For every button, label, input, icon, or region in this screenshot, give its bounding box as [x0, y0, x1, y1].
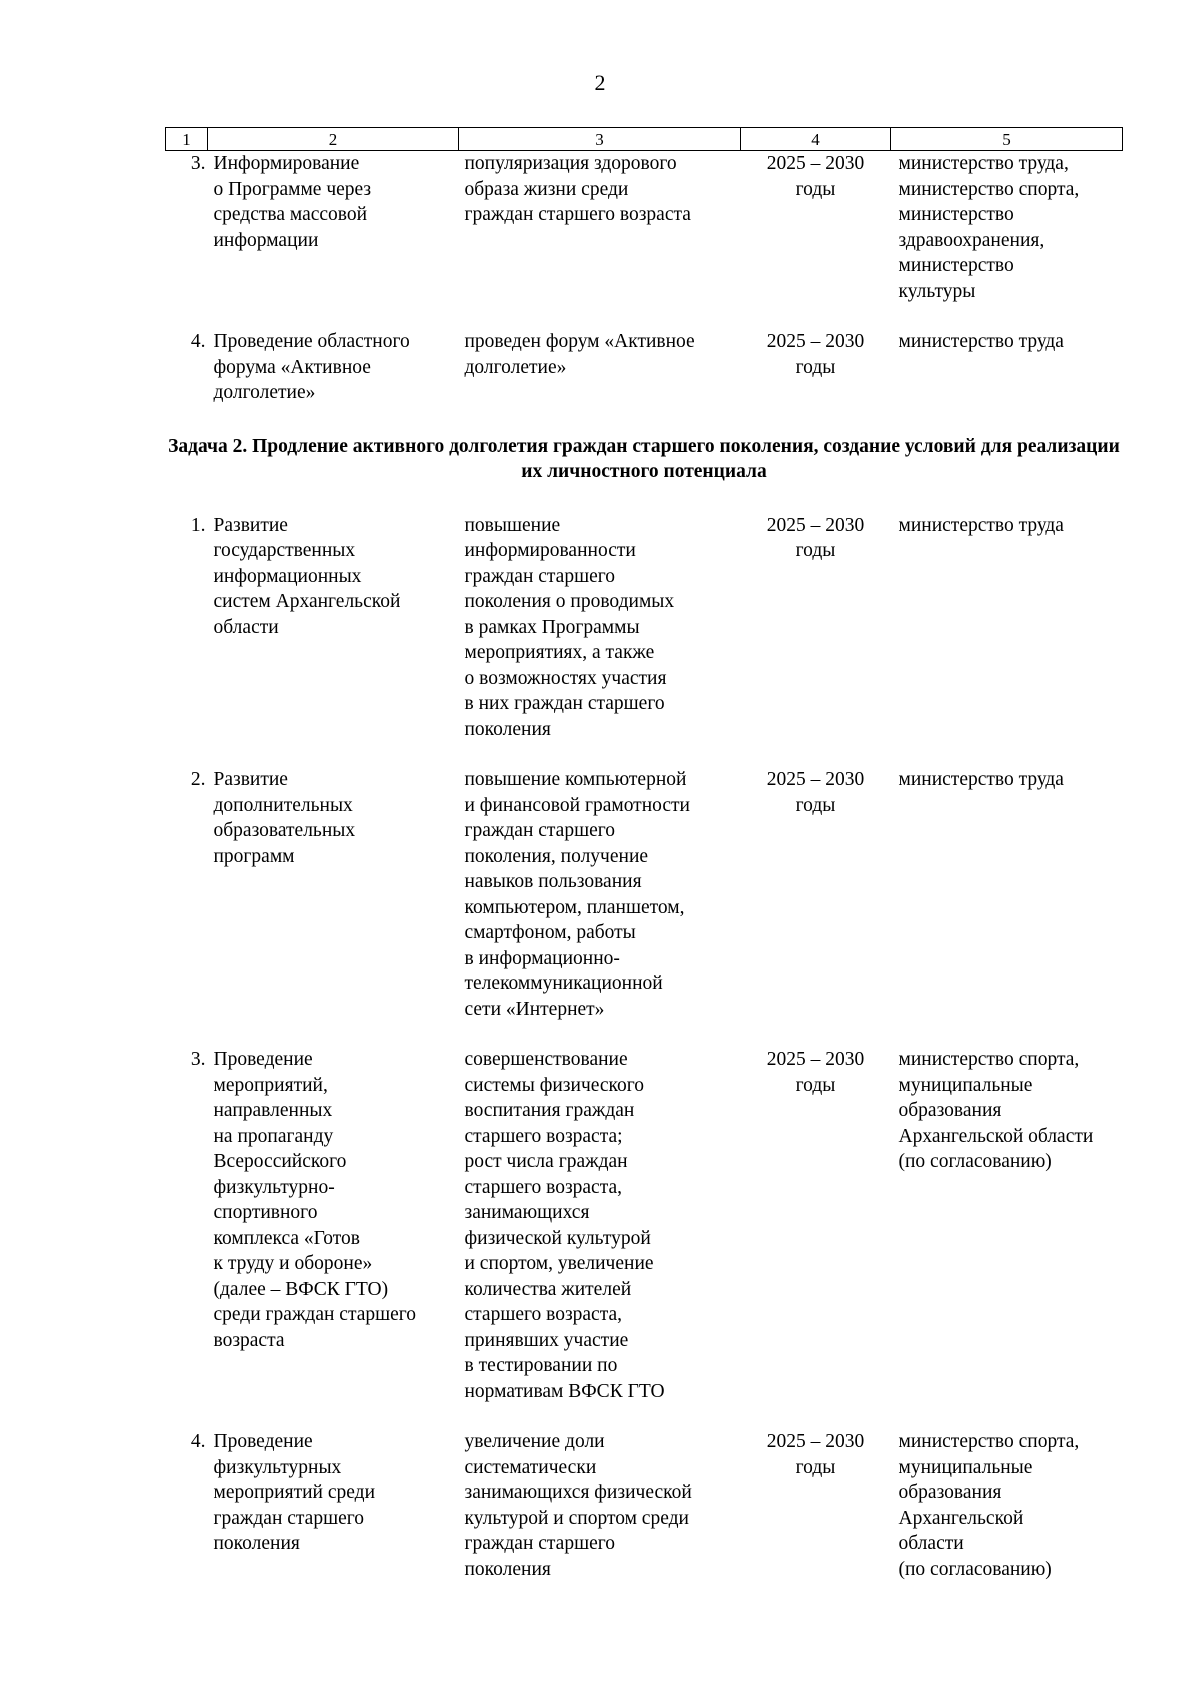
activity-cell: Проведение мероприятий, направленных на пропаганду Всероссийского физкультурно- спортивного комплекса «Готов к труду и обороне» (далее – ВФСК ГТО) среди граждан старшего возраста — [213, 1049, 417, 1351]
column-number-header: 4 — [741, 128, 891, 151]
executor-cell: министерство труда — [898, 331, 1064, 352]
row-number: 3. — [190, 153, 206, 174]
page-number: 2 — [594, 70, 606, 95]
executor-cell: министерство спорта, муниципальные образования Архангельской области (по согласованию) — [898, 1049, 1094, 1172]
column-number-header: 2 — [208, 128, 459, 151]
table-row — [166, 1429, 1123, 1582]
activity-cell: Проведение физкультурных мероприятий среди граждан старшего поколения — [213, 1431, 376, 1554]
activity-cell: Развитие государственных информационных систем Архангельской области — [213, 514, 401, 638]
row-number: 4. — [190, 1431, 206, 1452]
executor-cell: министерство труда — [898, 769, 1064, 790]
column-number-header-row — [166, 128, 1123, 151]
table-row — [166, 513, 1123, 768]
row-number: 4. — [190, 331, 206, 352]
result-cell: популяризация здорового образа жизни среди граждан старшего возраста — [464, 153, 691, 225]
result-cell: увеличение доли систематически занимающихся физической культурой и спортом среди граждан старшего поколения — [464, 1431, 692, 1580]
table-row — [166, 767, 1123, 1047]
result-cell: повышение информированности граждан старшего поколения о проводимых в рамках Программы мероприятиях, а также о возможностях участия в них граждан старшего поколения — [464, 514, 675, 740]
program-activities-table — [165, 127, 1123, 1582]
row-number: 1. — [190, 514, 206, 536]
column-number-header: 3 — [459, 128, 741, 151]
row-number: 2. — [190, 769, 206, 790]
table-row — [166, 1047, 1123, 1429]
activity-cell: Развитие дополнительных образовательных программ — [213, 769, 356, 867]
activity-cell: Информирование о Программе через средства массовой информации — [213, 153, 372, 251]
table-row — [166, 329, 1123, 431]
row-number: 3. — [190, 1049, 206, 1070]
result-cell: совершенствование системы физического воспитания граждан старшего возраста; рост числа граждан старшего возраста, занимающихся физической культурой и спортом, увеличение количества жителей старшего возраста, принявших участие в тестировании по нормативам ВФСК ГТО — [464, 1049, 665, 1402]
period-cell: 2025 – 2030 годы — [766, 331, 865, 378]
period-cell: 2025 – 2030 годы — [766, 1431, 865, 1478]
activity-cell: Проведение областного форума «Активное долголетие» — [213, 331, 410, 403]
column-number-header: 1 — [166, 128, 208, 151]
period-cell: 2025 – 2030 годы — [766, 1049, 865, 1096]
period-cell: 2025 – 2030 годы — [766, 153, 865, 200]
task-2-heading: Задача 2. Продление активного долголетия граждан старшего поколения, создание условий для реализации их личностного потенциала — [168, 435, 1120, 482]
executor-cell: министерство труда, министерство спорта, министерство здравоохранения, министерство культуры — [898, 153, 1080, 302]
executor-cell: министерство труда — [898, 514, 1064, 536]
table-row — [166, 151, 1123, 330]
task-heading-row — [166, 431, 1123, 513]
result-cell: повышение компьютерной и финансовой грамотности граждан старшего поколения, получение навыков пользования компьютером, планшетом, смартфоном, работы в информационно- телекоммуникационной сети «Интернет» — [464, 769, 690, 1020]
result-cell: проведен форум «Активное долголетие» — [464, 331, 695, 378]
column-number-header: 5 — [891, 128, 1123, 151]
period-cell: 2025 – 2030 годы — [766, 514, 865, 561]
executor-cell: министерство спорта, муниципальные образования Архангельской области (по согласованию) — [898, 1431, 1080, 1580]
period-cell: 2025 – 2030 годы — [766, 769, 865, 816]
